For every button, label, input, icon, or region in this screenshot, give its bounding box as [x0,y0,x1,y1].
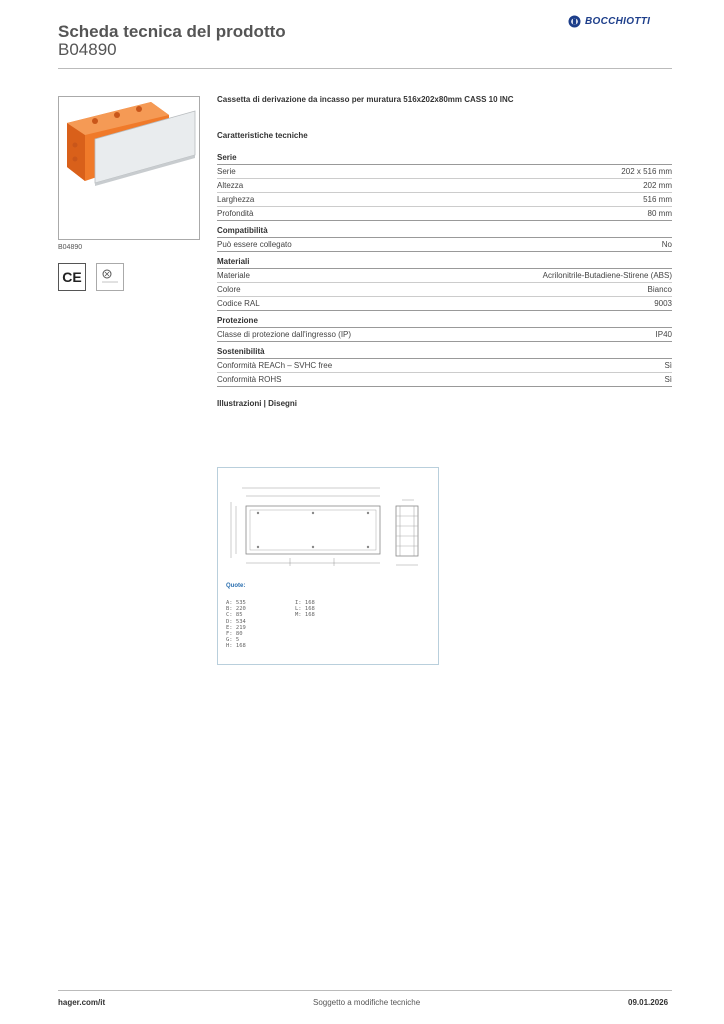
spec-label: Materiale [217,271,250,280]
section-title: Sostenibilità [217,347,672,359]
header-divider [58,68,672,69]
quote-item: F: 80 [226,631,243,638]
quote-item: B: 220 [226,606,246,613]
quote-item: L: 168 [295,606,315,613]
spec-label: Colore [217,285,241,294]
spec-label: Profondità [217,209,254,218]
section-title: Protezione [217,316,672,328]
footer-date: 09.01.2026 [628,998,669,1007]
section-compatibilita [217,226,672,252]
spec-row [217,269,672,283]
page-title: Scheda tecnica del prodotto [58,22,286,41]
spec-label: Larghezza [217,195,255,204]
spec-row [217,328,672,342]
footer-divider [58,990,672,991]
spec-label: Conformità ROHS [217,375,282,384]
quotes-title: Quote: [226,583,246,589]
spec-value: Sì [664,361,672,370]
spec-row [217,179,672,193]
spec-label: Serie [217,167,236,176]
spec-row [217,207,672,221]
spec-value: 516 mm [643,195,672,204]
spec-label: Altezza [217,181,244,190]
technical-drawing [217,467,439,665]
spec-label: Codice RAL [217,299,260,308]
quotes-column-1 [226,600,246,650]
quote-item: A: 535 [226,600,246,606]
ce-mark: CE [58,263,86,291]
section-title: Serie [217,153,672,165]
quotes-column-2 [295,600,315,619]
spec-value: 80 mm [647,209,672,218]
spec-value: No [661,240,672,249]
characteristics-title: Caratteristiche tecniche [217,131,308,140]
section-title: Compatibilità [217,226,672,238]
spec-row [217,373,672,387]
spec-row [217,359,672,373]
brand-name: BOCCHIOTTI [585,16,651,27]
quote-item: D: 534 [226,618,246,625]
spec-content [217,95,672,408]
spec-value: Bianco [647,285,672,294]
dimension-drawing [218,468,438,578]
illustrations-title: Illustrazioni | Disegni [217,399,298,408]
quote-item: I: 168 [295,600,315,606]
spec-row [217,193,672,207]
section-sostenibilita [217,347,672,387]
section-title: Materiali [217,257,672,269]
product-code: B04890 [58,40,117,59]
spec-value: Acrilonitrile-Butadiene-Stirene (ABS) [542,271,672,280]
bocchiotti-logo-icon [568,15,581,28]
section-serie [217,153,672,221]
footer-website: hager.com/it [58,998,106,1007]
spec-value: 9003 [654,299,672,308]
spec-value: 202 mm [643,181,672,190]
quote-item: H: 168 [226,643,246,650]
footer-disclaimer: Soggetto a modifiche tecniche [313,998,421,1007]
spec-label: Conformità REACh – SVHC free [217,361,333,370]
spec-row [217,283,672,297]
spec-value: 202 x 516 mm [621,167,672,176]
section-materiali [217,257,672,311]
section-protezione [217,316,672,342]
spec-row [217,165,672,179]
spec-value: IP40 [655,330,672,339]
quote-item: G: 5 [226,637,240,644]
spec-label: Può essere collegato [217,240,292,249]
product-image [58,96,200,240]
product-description: Cassetta di derivazione da incasso per muratura 516x202x80mm CASS 10 INC [217,95,514,104]
quote-item: M: 168 [295,612,315,619]
certification-icon [96,263,124,291]
quote-item: E: 219 [226,624,246,631]
spec-row [217,238,672,252]
brand-logo [568,15,650,28]
junction-box-illustration [59,97,199,239]
spec-row [217,297,672,311]
spec-label: Classe di protezione dall'ingresso (IP) [217,330,352,339]
image-caption: B04890 [58,244,83,251]
spec-value: Sì [664,375,672,384]
quote-item: C: 85 [226,612,243,619]
